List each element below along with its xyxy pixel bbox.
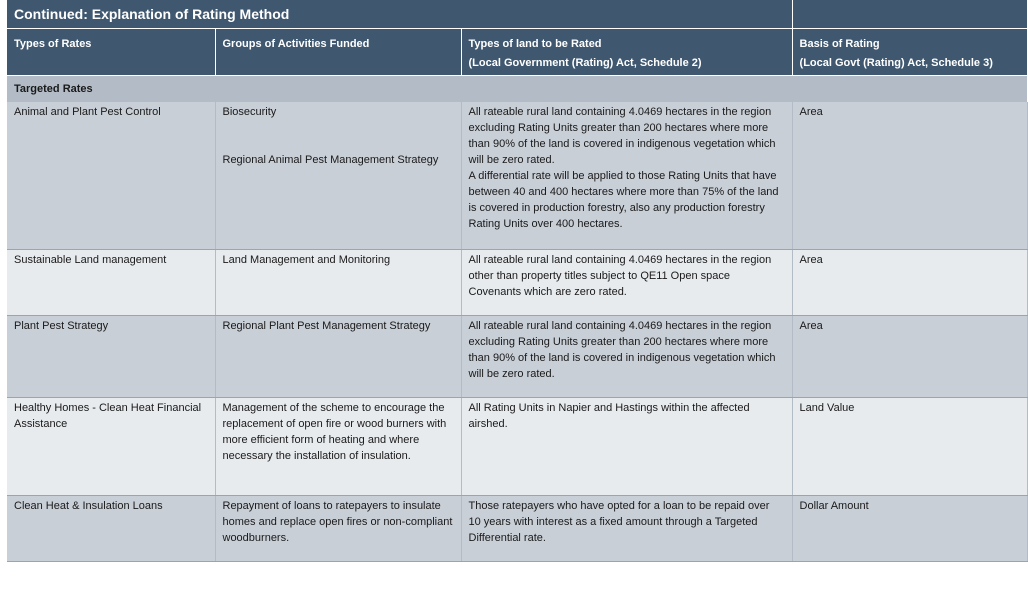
activity-item: Repayment of loans to ratepayers to insulate homes and replace open fires or non-compliant woodburners. — [222, 499, 453, 544]
activities-cell — [215, 249, 461, 315]
basis-cell: Area — [792, 102, 1027, 249]
basis-cell: Dollar Amount — [792, 495, 1027, 561]
title-row — [7, 0, 1027, 29]
rating-table — [7, 0, 1028, 562]
land-cell: All rateable rural land containing 4.0469 hectares in the region other than property titles subject to QE11 Open space Covenants which are zero rated. — [461, 249, 792, 315]
title-cell-blank — [792, 0, 1027, 29]
header-types-of-rates — [7, 29, 215, 76]
header-basis-of-rating — [792, 29, 1027, 76]
table-title: Continued: Explanation of Rating Method — [7, 0, 792, 29]
table-row — [7, 495, 1027, 561]
rate-type-cell: Plant Pest Strategy — [7, 315, 215, 397]
rate-type-cell: Clean Heat & Insulation Loans — [7, 495, 215, 561]
table-row — [7, 397, 1027, 495]
activity-item: Regional Animal Pest Management Strategy — [222, 154, 439, 166]
section-title: Targeted Rates — [7, 76, 1027, 103]
header-types-of-land — [461, 29, 792, 76]
activity-item: Biosecurity — [222, 106, 277, 118]
land-cell: Those ratepayers who have opted for a loan to be repaid over 10 years with interest as a fixed amount through a Targeted Differential rate. — [461, 495, 792, 561]
activities-cell — [215, 315, 461, 397]
activities-cell — [215, 102, 461, 249]
header-groups-of-activities — [215, 29, 461, 76]
basis-cell: Land Value — [792, 397, 1027, 495]
activity-item: Management of the scheme to encourage the replacement of open fire or wood burners with more efficient form of heating and where necessary the installation of insulation. — [222, 401, 447, 462]
header-line: Groups of Activities Funded — [222, 38, 370, 50]
table-row — [7, 102, 1027, 249]
rating-method-page — [7, 0, 993, 556]
section-row — [7, 76, 1027, 103]
land-cell: All rateable rural land containing 4.0469 hectares in the region excluding Rating Units greater than 200 hectares where more than 90% of the land is covered in indigenous vegetation which will be zero rated. A differential rate will be applied to those Rating Units that have between 40 and 400 hectares where more than 75% of the land is covered in production forestry, also any production forestry Rating Units over 400 hectares. — [461, 102, 792, 249]
table-row — [7, 249, 1027, 315]
basis-cell: Area — [792, 249, 1027, 315]
land-cell: All Rating Units in Napier and Hastings within the affected airshed. — [461, 397, 792, 495]
basis-cell: Area — [792, 315, 1027, 397]
activity-item: Regional Plant Pest Management Strategy — [222, 319, 431, 332]
header-line: (Local Government (Rating) Act, Schedule 2) — [468, 57, 702, 69]
header-line: Types of Rates — [14, 38, 92, 50]
rate-type-cell: Sustainable Land management — [7, 249, 215, 315]
header-line: Basis of Rating — [799, 38, 880, 50]
header-line: Types of land to be Rated — [468, 38, 602, 50]
header-row — [7, 29, 1027, 76]
rate-type-cell: Healthy Homes - Clean Heat Financial Assistance — [7, 397, 215, 495]
header-line: (Local Govt (Rating) Act, Schedule 3) — [799, 57, 993, 69]
activities-cell — [215, 397, 461, 495]
rate-type-cell: Animal and Plant Pest Control — [7, 102, 215, 249]
land-cell: All rateable rural land containing 4.0469 hectares in the region excluding Rating Units greater than 200 hectares where more than 90% of the land is covered in indigenous vegetation which will be zero rated. — [461, 315, 792, 397]
table-row — [7, 315, 1027, 397]
activity-item: Land Management and Monitoring — [222, 253, 391, 266]
activities-cell — [215, 495, 461, 561]
